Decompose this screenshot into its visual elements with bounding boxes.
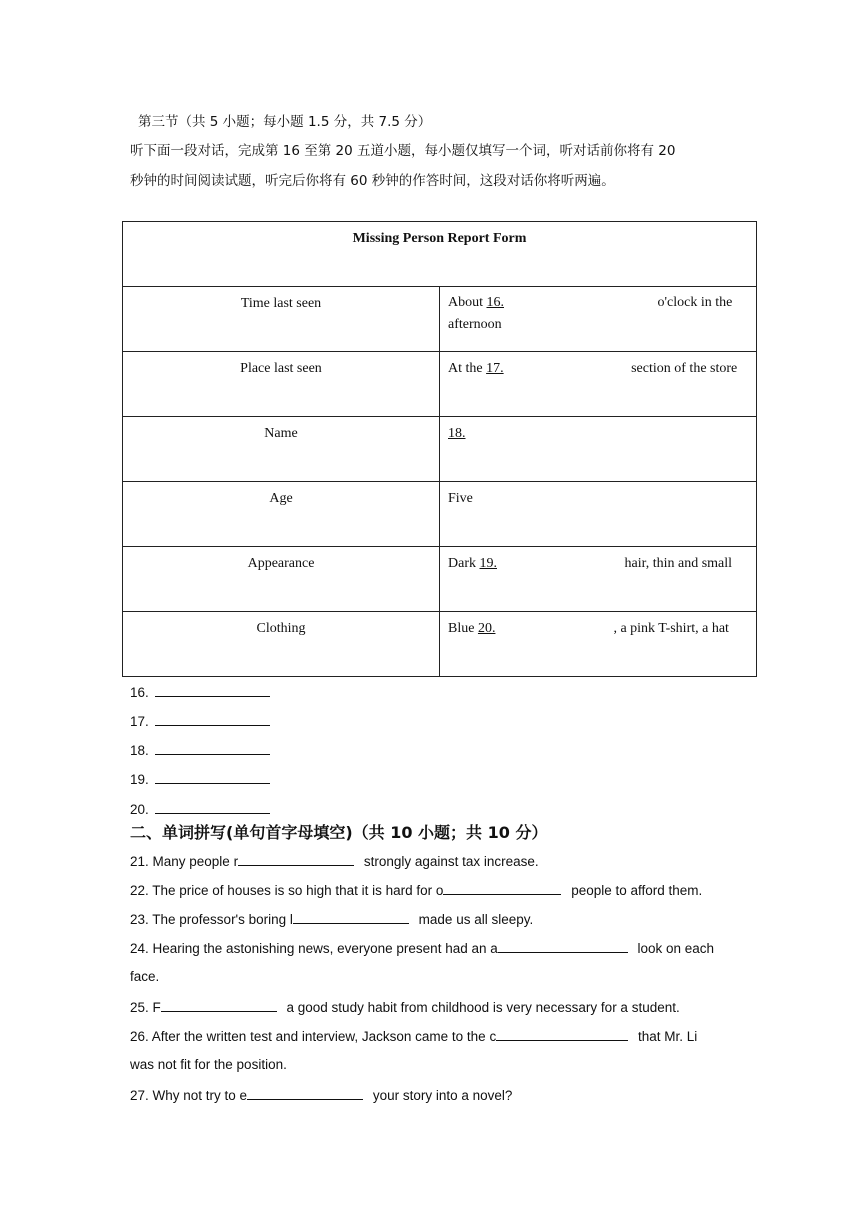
blank-18[interactable]: 18.	[448, 426, 466, 441]
row-label: Clothing	[123, 612, 440, 677]
row-label: Appearance	[123, 547, 440, 612]
question-blank[interactable]	[498, 939, 628, 953]
answer-line-17: 17.	[130, 712, 270, 729]
question-22: 22. The price of houses is so high that it is hard for o people to afford them.	[130, 883, 703, 898]
question-23: 23. The professor's boring l made us all sleepy.	[130, 912, 534, 927]
row-value: Five	[440, 482, 757, 547]
answer-line-20: 20.	[130, 800, 270, 817]
instruction-line-2: 秒钟的时间阅读试题，听完后你将有 60 秒钟的作答时间，这段对话你将听两遍。	[130, 173, 615, 189]
question-blank[interactable]	[247, 1086, 363, 1100]
answer-line-18: 18.	[130, 741, 270, 758]
form-row-name	[123, 417, 757, 482]
form-row-time	[123, 287, 757, 352]
form-row-place	[123, 352, 757, 417]
question-blank[interactable]	[496, 1027, 628, 1041]
row-value: Blue 20. , a pink T-shirt, a hat	[440, 612, 757, 677]
question-blank[interactable]	[238, 852, 354, 866]
form-row-appearance	[123, 547, 757, 612]
question-blank[interactable]	[443, 881, 561, 895]
blank-20[interactable]: 20.	[477, 621, 496, 636]
section-heading: 第三节（共 5 小题；每小题 1.5 分，共 7.5 分）	[138, 114, 432, 130]
answer-blank[interactable]	[155, 683, 270, 697]
row-label: Name	[123, 417, 440, 482]
answer-blank[interactable]	[155, 800, 270, 814]
answer-line-19: 19.	[130, 770, 270, 787]
form-row-age	[123, 482, 757, 547]
row-label: Age	[123, 482, 440, 547]
answer-blank[interactable]	[155, 712, 270, 726]
question-24-continued: face.	[130, 969, 160, 984]
section-2-heading: 二、单词拼写(单句首字母填空)（共 10 小题；共 10 分）	[130, 823, 548, 842]
question-blank[interactable]	[293, 910, 409, 924]
blank-17[interactable]: 17.	[486, 361, 504, 376]
blank-19[interactable]: 19.	[479, 556, 497, 571]
missing-person-form	[122, 221, 757, 677]
question-25: 25. F a good study habit from childhood is very necessary for a student.	[130, 1000, 680, 1015]
row-value: Dark 19. hair, thin and small	[440, 547, 757, 612]
row-value: At the 17. section of the store	[440, 352, 757, 417]
row-value: About 16. o'clock in the afternoon	[440, 287, 757, 352]
form-row-clothing	[123, 612, 757, 677]
blank-16[interactable]: 16.	[486, 295, 504, 310]
answer-blank[interactable]	[155, 770, 270, 784]
question-26: 26. After the written test and interview, Jackson came to the c that Mr. Li	[130, 1029, 698, 1044]
row-label: Time last seen	[123, 287, 440, 352]
question-21: 21. Many people r strongly against tax increase.	[130, 854, 539, 869]
instruction-line-1: 听下面一段对话，完成第 16 至第 20 五道小题，每小题仅填写一个词，听对话前你将有 20	[130, 143, 676, 159]
row-label: Place last seen	[123, 352, 440, 417]
question-27: 27. Why not try to e your story into a novel?	[130, 1088, 513, 1103]
question-24: 24. Hearing the astonishing news, everyone present had an a look on each	[130, 941, 715, 956]
question-26-continued: was not fit for the position.	[130, 1057, 287, 1072]
question-blank[interactable]	[161, 998, 277, 1012]
row-value	[440, 417, 757, 482]
form-title: Missing Person Report Form	[123, 222, 757, 287]
answer-line-16: 16.	[130, 683, 270, 700]
answer-blank[interactable]	[155, 741, 270, 755]
